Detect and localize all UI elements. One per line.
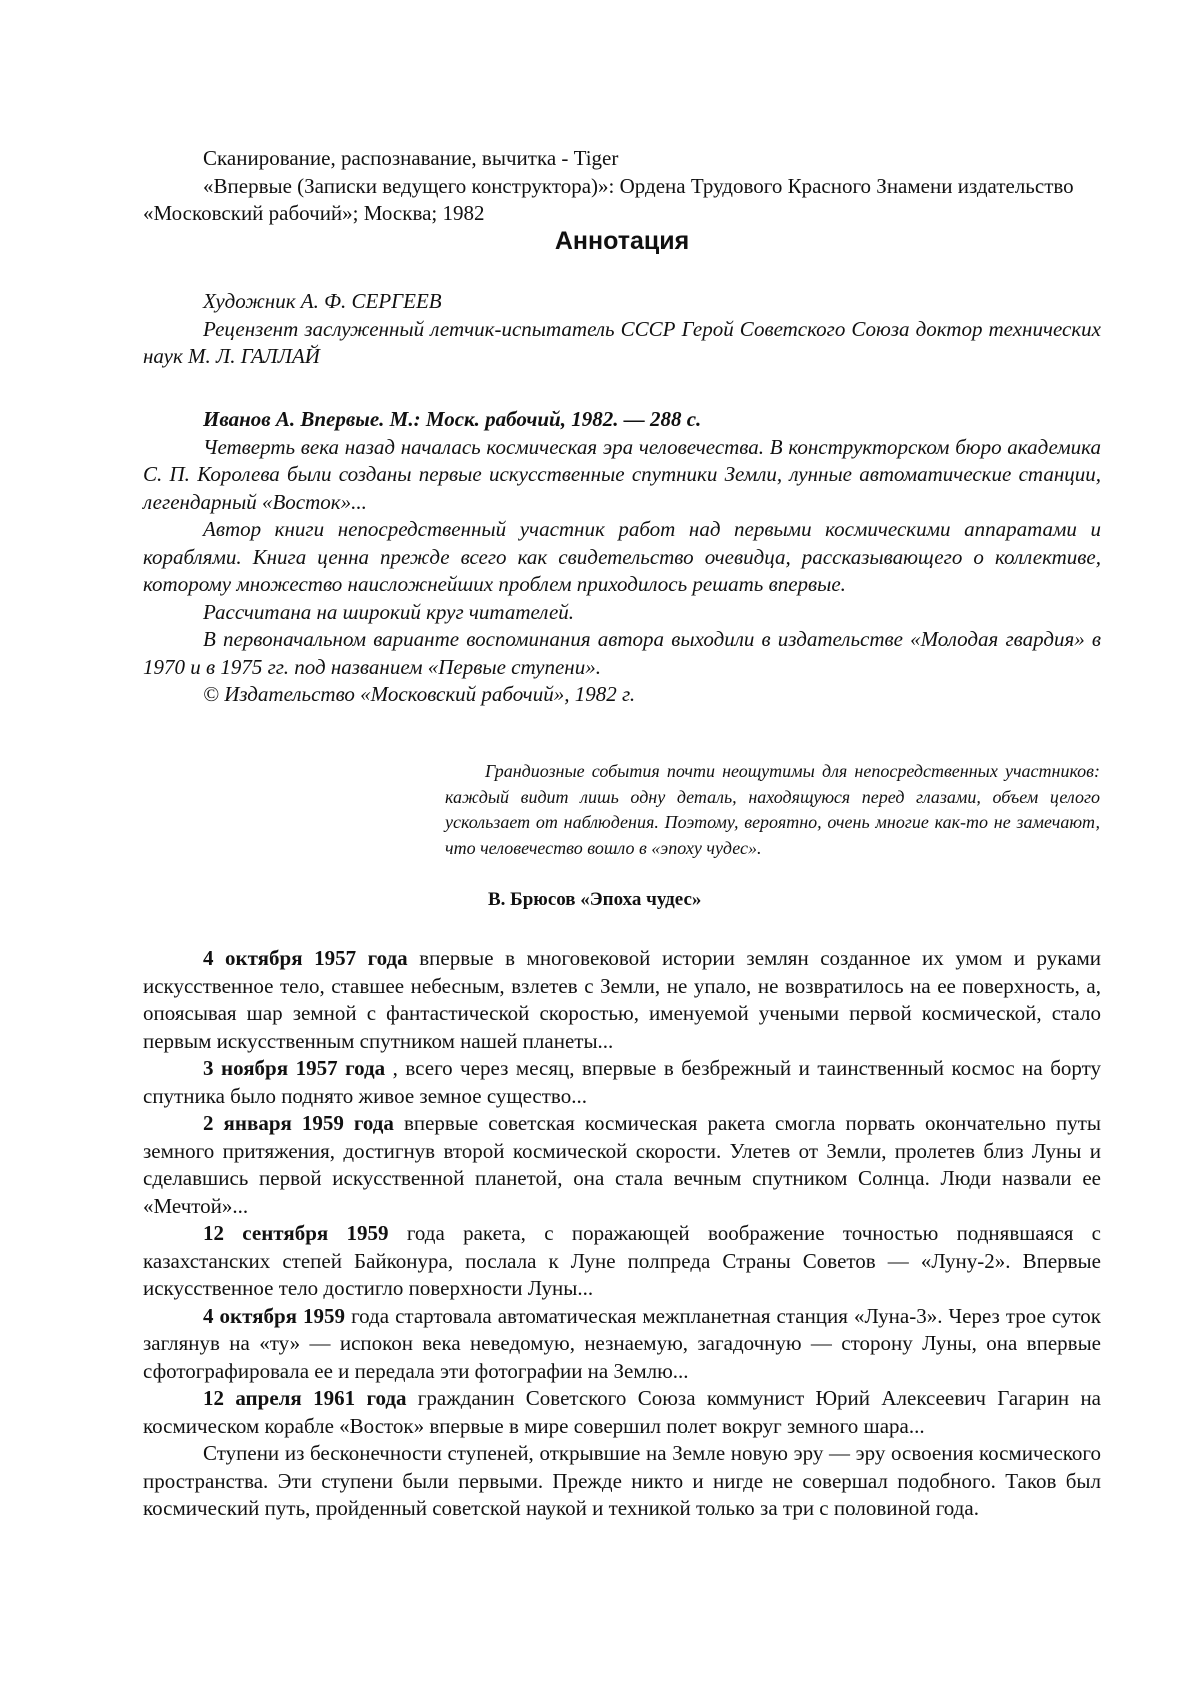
epigraph-signature: В. Брюсов «Эпоха чудес» — [488, 889, 702, 910]
milestone-paragraph — [143, 1055, 1101, 1110]
milestone-text: впервые в многовековой истории землян созданное их умом и руками искусственное тело, ставшее небесным, взлетев с Земли, не упало, не возвратилось на ее поверхность, а, опоясывая шар земной с фантастической скоростью, именуемой учеными первой космической, стало первым искусственным спутником нашей планеты... — [143, 946, 1101, 1053]
credits — [143, 145, 1101, 228]
milestone-paragraph — [143, 945, 1101, 1055]
milestone-date: 12 апреля 1961 года — [203, 1386, 407, 1410]
book-citation: Иванов А. Впервые. М.: Моск. рабочий, 1982. — 288 с. — [203, 407, 702, 431]
milestone-paragraph — [143, 1110, 1101, 1220]
milestone-text: гражданин Советского Союза коммунист Юрий Алексеевич Гагарин на космическом корабле «Восток» впервые в мире совершил полет вокруг земного шара... — [143, 1386, 1102, 1438]
milestone-text: года стартовала автоматическая межпланетная станция «Луна-3». Через трое суток заглянув на «ту» — испокон века неведомую, незнаемую, загадочную — сторону Луны, она впервые сфотографировала ее и передала эти фотографии на Землю... — [143, 1303, 1101, 1383]
annotation-block — [143, 406, 1101, 709]
closing-paragraph: Ступени из бесконечности ступеней, открывшие на Земле новую эру — эру освоения космического пространства. Эти ступени были первыми. Прежде никто и нигде не совершал подобного. Таков был космический путь, пройденный советской наукой и техникой только за три с половиной года. — [143, 1441, 1101, 1520]
milestone-paragraph — [143, 1220, 1101, 1303]
copyright-line: © Издательство «Московский рабочий», 1982 г. — [203, 682, 636, 706]
annotation-paragraph-2: Автор книги непосредственный участник работ над первыми космическими аппаратами и кораблями. Книга ценна прежде всего как свидетельство очевидца, рассказывающего о коллективе, которому множество наисложнейших проблем приходилось решать впервые. — [143, 517, 1101, 596]
milestone-date: 2 января 1959 года — [203, 1111, 394, 1135]
annotation-paragraph-4: В первоначальном варианте воспоминания автора выходили в издательстве «Молодая гвардия» в 1970 и в 1975 гг. под названием «Первые ступени». — [143, 627, 1101, 679]
milestone-date: 3 ноября 1957 года — [203, 1056, 386, 1080]
epigraph-text: Грандиозные события почти неощутимы для непосредственных участников: каждый видит лишь одну деталь, находящуюся перед глазами, объем целого ускользает от наблюдения. Поэтому, вероятно, очень многие как-то не замечают, что человечество вошло в «эпоху чудес». — [445, 761, 1100, 858]
source-credit: «Впервые (Записки ведущего конструктора)»: Ордена Трудового Красного Знамени издательство «Московский рабочий»; Москва; 1982 — [143, 173, 1074, 225]
epigraph — [445, 759, 1100, 861]
milestone-text: года ракета, с поражающей воображение точностью поднявшаяся с казахстанских степей Байконура, послала к Луне полпреда Страны Советов — «Луну-2». Впервые искусственное тело достигло поверхности Луны... — [143, 1221, 1101, 1300]
milestone-text: впервые советская космическая ракета смогла порвать окончательно путы земного притяжения, достигнув второй космической скорости. Улетев от Земли, пролетев близ Луны и сделавшись первой искусственной планетой, она стала вечным спутником Солнца. Люди назвали ее «Мечтой»... — [143, 1111, 1101, 1218]
milestone-paragraph — [143, 1303, 1101, 1386]
reviewer-credit: Рецензент заслуженный летчик-испытатель СССР Герой Советского Союза доктор технических наук М. Л. ГАЛЛАЙ — [143, 316, 1101, 368]
milestone-text: , всего через месяц, впервые в безбрежный и таинственный космос на борту спутника было поднято живое земное существо... — [143, 1056, 1102, 1108]
annotation-heading: Аннотация — [554, 227, 690, 255]
annotation-paragraph-1: Четверть века назад началась космическая эра человечества. В конструкторском бюро академика С. П. Королева были созданы первые искусственные спутники Земли, лунные автоматические станции, легендарный «Восток»... — [143, 434, 1101, 514]
annotation-paragraph-3: Рассчитана на широкий круг читателей. — [203, 599, 575, 624]
artist-credit: Художник А. Ф. СЕРГЕЕВ — [203, 289, 442, 313]
milestone-date: 12 сентября 1959 — [203, 1221, 389, 1245]
scan-credit: Сканирование, распознавание, вычитка - Tiger — [203, 146, 619, 170]
milestone-date: 4 октября 1957 года — [203, 946, 408, 970]
milestone-paragraph — [143, 1385, 1101, 1440]
people-credits — [143, 288, 1101, 371]
main-text — [143, 945, 1101, 1523]
milestone-date: 4 октября 1959 — [203, 1303, 346, 1328]
